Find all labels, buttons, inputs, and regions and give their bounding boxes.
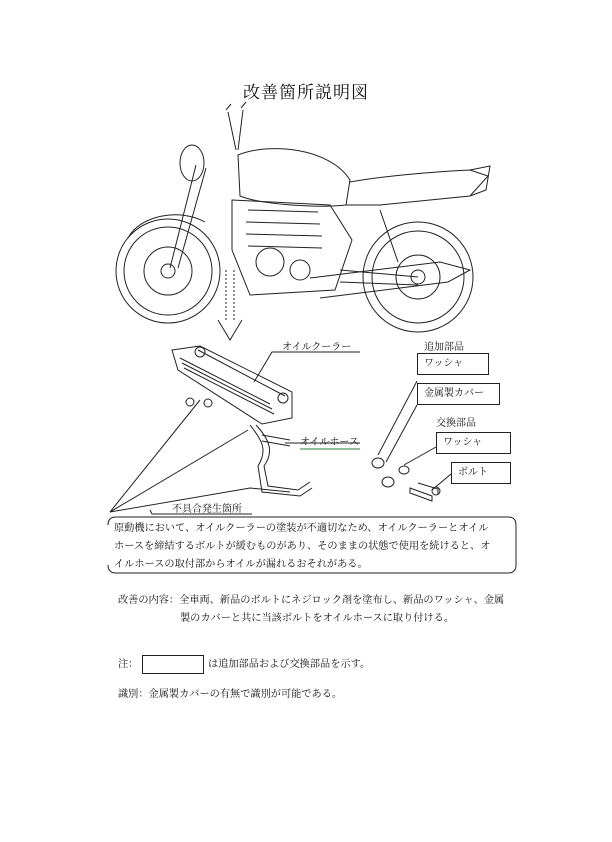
parts-drawing [372, 458, 440, 501]
defect-line-1: 原動機において、オイルクーラーの塗装が不適切なため、オイルクーラーとオイル [114, 523, 489, 534]
note-suffix: は追加部品および交換部品を示す。 [208, 659, 371, 670]
metal-cover-box: 金属製カバー [417, 383, 500, 405]
improvement-line-2: 製のカバーと共に当該ボルトをオイルホースに取り付ける。 [180, 613, 455, 624]
front-wheel [116, 219, 220, 323]
washer-added-box: ワッシャ [417, 353, 489, 375]
added-parts-heading: 追加部品 [424, 342, 464, 353]
defect-line-2: ホースを締結するボルトが緩むものがあり、そのままの状態で使用を続けると、オ [114, 541, 491, 552]
oil-cooler-drawing [172, 346, 312, 496]
defect-description [108, 517, 516, 573]
defect-location-label: 不具合発生箇所 [172, 504, 242, 515]
page-title: 改善箇所説明図 [243, 83, 369, 103]
defect-line-3: イルホースの取付部からオイルが漏れるおそれがある。 [114, 559, 368, 570]
oil-hose-label: オイルホース [300, 437, 359, 448]
oil-cooler-label: オイルクーラー [282, 342, 352, 353]
leader-washer-1 [378, 381, 417, 455]
identification-text: 識別：金属製カバーの有無で識別が可能である。 [118, 689, 343, 700]
replaced-parts-heading: 交換部品 [436, 418, 476, 429]
leader-bolt [432, 474, 451, 490]
leader-washer-2 [404, 447, 436, 465]
bolt-box: ボルト [451, 462, 511, 484]
leader-oil-cooler [254, 352, 360, 382]
note-prefix: 注： [118, 659, 139, 670]
washer-replaced-box: ワッシャ [436, 432, 511, 454]
improvement-line-1: 改善の内容：全車両、新品のボルトにネジロック剤を塗布し、新品のワッシャ、金属 [118, 595, 505, 606]
leader-metal-cover [386, 405, 417, 462]
note-sample-box [142, 655, 204, 674]
